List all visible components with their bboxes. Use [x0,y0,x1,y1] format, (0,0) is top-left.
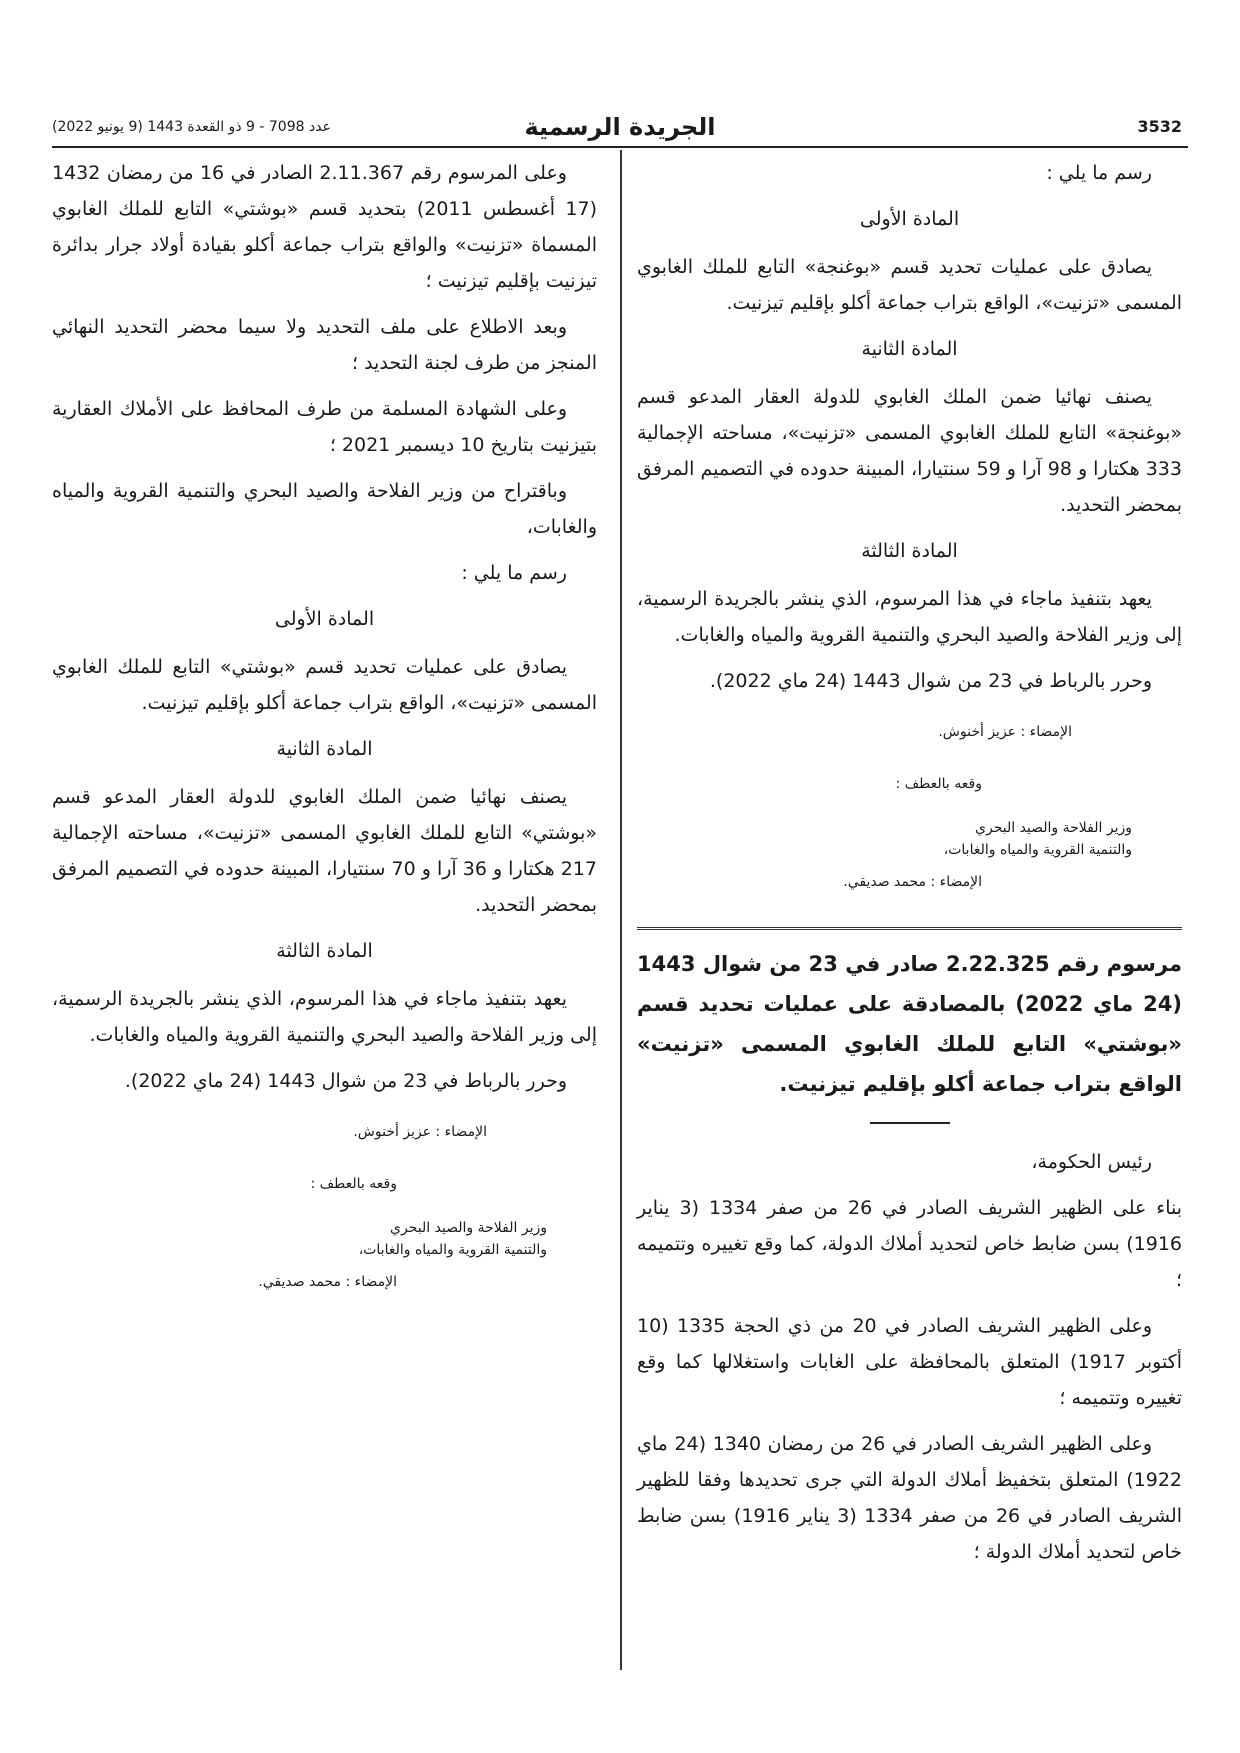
article-1-text: يصادق على عمليات تحديد قسم «بوغنجة» التابع للملك الغابوي المسمى «تزنيت»، الواقع بتراب جماعة أكلو بإقليم تيزنيت. [637,256,1182,314]
title-rule [870,1122,950,1124]
column-divider [620,150,622,1670]
article-2-text: يصنف نهائيا ضمن الملك الغابوي للدولة العقار المدعو قسم «بوغنجة» التابع للملك الغابوي المسمى «تزنيت»، مساحته الإجمالية 333 هكتارا و 98 آرا و 59 سنتيارا، المبينة حدوده في التصميم المرفق بمحضر التحديد. [637,386,1182,516]
decided-line: رسم ما يلي : [461,562,567,584]
minister-title-line1: وزير الفلاحة والصيد البحري [390,1220,547,1236]
head-of-government: رئيس الحكومة، [1031,1151,1152,1173]
article-2-heading: المادة الثانية [276,738,373,760]
proposal: وباقتراح من وزير الفلاحة والصيد البحري والتنمية القروية والمياه والغابات، [52,480,597,538]
right-column [637,155,1182,1580]
article-1-text: يصادق على عمليات تحديد قسم «بوشتي» التابع للملك الغابوي المسمى «تزنيت»، الواقع بتراب جماعة أكلو بإقليم تيزنيت. [52,656,597,714]
legal-basis-3: وعلى الظهير الشريف الصادر في 26 من رمضان 1340 (24 ماي 1922) المتعلق بتخفيظ أملاك الدولة التي جرى تحديدها وفقا للظهير الشريف الصادر في 26 من صفر 1334 (3 يناير 1916) بسن ضابط خاص لتحديد أملاك الدولة ؛ [637,1433,1182,1563]
legal-basis-1: بناء على الظهير الشريف الصادر في 26 من صفر 1334 (3 يناير 1916) بسن ضابط خاص لتحديد أملاك الدولة، كما وقع تغييره وتتميمه ؛ [637,1197,1183,1291]
section-separator [637,927,1182,930]
decree-title: مرسوم رقم 2.22.325 صادر في 23 من شوال 1443 (24 ماي 2022) بالمصادقة على عمليات تحديد قسم «بوشتي» التابع للملك الغابوي المسمى «تزنيت» الواقع بتراب جماعة أكلو بإقليم تيزنيت. [637,952,1182,1096]
issue-info: عدد 7098 - 9 ذو القعدة 1443 (9 يونيو 2022) [52,119,331,135]
countersigned-label: وقعه بالعطف : [310,1176,397,1192]
done-at: وحرر بالرباط في 23 من شوال 1443 (24 ماي 2022). [124,1070,567,1092]
minister-title-line1: وزير الفلاحة والصيد البحري [975,820,1132,836]
article-3-heading: المادة الثالثة [276,940,373,962]
done-at: وحرر بالرباط في 23 من شوال 1443 (24 ماي 2022). [709,670,1152,692]
article-2-text: يصنف نهائيا ضمن الملك الغابوي للدولة العقار المدعو قسم «بوشتي» التابع للملك الغابوي المسمى «تزنيت»، مساحته الإجمالية 217 هكتارا و 36 آرا و 70 سنتيارا، المبينة حدوده في التصميم المرفق بمحضر التحديد. [52,786,597,916]
legal-basis-6: وعلى الشهادة المسلمة من طرف المحافظ على الأملاك العقارية بتيزنيت بتاريخ 10 ديسمبر 2021 ؛ [52,398,597,456]
article-2-heading: المادة الثانية [861,338,958,360]
article-1-heading: المادة الأولى [274,608,375,630]
decided-line: رسم ما يلي : [1046,162,1152,184]
left-column [52,155,597,1293]
countersigned-label: وقعه بالعطف : [895,776,982,792]
minister-signature: الإمضاء : محمد صديقي. [843,874,982,890]
pm-signature: الإمضاء : عزيز أخنوش. [353,1124,487,1140]
article-3-heading: المادة الثالثة [861,540,958,562]
article-1-heading: المادة الأولى [859,208,960,230]
legal-basis-4: وعلى المرسوم رقم 2.11.367 الصادر في 16 من رمضان 1432 (17 أغسطس 2011) بتحديد قسم «بوشتي» التابع للملك الغابوي المسماة «تزنيت» والواقع بتراب جماعة أكلو بقيادة أولاد جرار بدائرة تيزنيت بإقليم تيزنيت ؛ [52,162,598,292]
article-3-text: يعهد بتنفيذ ماجاء في هذا المرسوم، الذي ينشر بالجريدة الرسمية، إلى وزير الفلاحة والصيد البحري والتنمية القروية والمياه والغابات. [52,988,597,1046]
page-number: 3532 [1137,117,1182,136]
legal-basis-2: وعلى الظهير الشريف الصادر في 20 من ذي الحجة 1335 (10 أكتوبر 1917) المتعلق بالمحافظة على الغابات واستغلالها كما وقع تغييره وتتميمه ؛ [637,1315,1183,1409]
gazette-title: الجريدة الرسمية [524,113,716,141]
minister-title-line2: والتنمية القروية والمياه والغابات، [358,1242,547,1258]
minister-title-line2: والتنمية القروية والمياه والغابات، [943,842,1132,858]
article-3-text: يعهد بتنفيذ ماجاء في هذا المرسوم، الذي ينشر بالجريدة الرسمية، إلى وزير الفلاحة والصيد البحري والتنمية القروية والمياه والغابات. [637,588,1182,646]
minister-signature: الإمضاء : محمد صديقي. [258,1274,397,1290]
pm-signature: الإمضاء : عزيز أخنوش. [938,724,1072,740]
legal-basis-5: وبعد الاطلاع على ملف التحديد ولا سيما محضر التحديد النهائي المنجز من طرف لجنة التحديد ؛ [52,316,597,374]
header-rule [52,146,1188,148]
